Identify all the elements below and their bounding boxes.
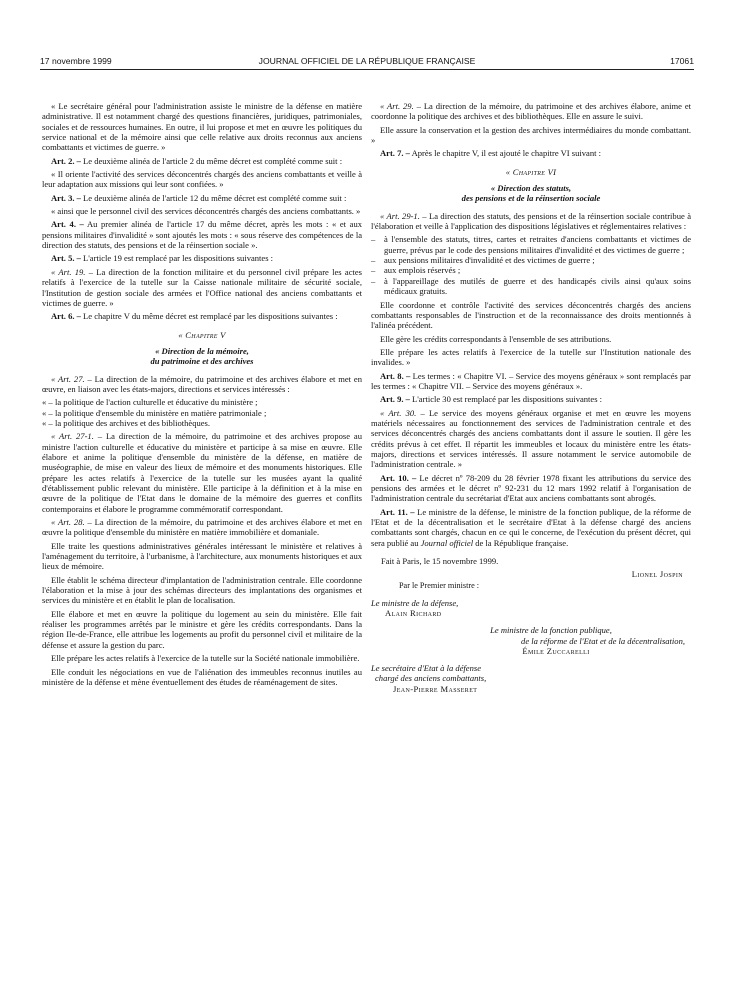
minister-public-service-name: Émile Zuccarelli (522, 646, 590, 657)
page-header (40, 56, 694, 70)
done-at: Fait à Paris, le 15 novembre 1999. (381, 556, 499, 567)
chapter-title-line: « Direction de la mémoire, (155, 345, 249, 356)
list-item: – aux emplois réservés ; (371, 265, 461, 276)
article-label: Art. 6. – (51, 311, 81, 322)
chapter-label: « Chapitre V (178, 329, 226, 340)
paragraph: Elle conduit les négociations en vue de l'aliénation des immeubles reconnus inutiles au ministère de la défense et mène éventuellement des études de réaménagement de sites. (42, 666, 362, 687)
article-29-1-list (371, 234, 691, 296)
article-label: « Art. 28. (51, 517, 85, 528)
article-29-1 (371, 211, 691, 232)
paragraph: Elle gère les crédits correspondants à l'ensemble de ses attributions. (380, 333, 612, 344)
header-page-number: 17061 (670, 56, 694, 66)
chapter-5-heading (42, 330, 362, 367)
article-29 (371, 101, 691, 122)
article-label: Art. 7. – (380, 148, 410, 159)
minister-public-service-title-2: de la réforme de l'Etat et de la décentralisation, (521, 635, 685, 646)
article-label: « Art. 30. (380, 407, 417, 418)
paragraph: Elle prépare les actes relatifs à l'exercice de la tutelle sur la Société nationale immobilière. (51, 653, 360, 664)
paragraph: « Le secrétaire général pour l'administration assiste le ministre de la défense en matière administrative. Il est notamment chargé des questions financières, juridiques, patrimoniales, sociales et de ressources humaines. En outre, il lui propose et met en œuvre les politiques du service national et de la mémoire ainsi que celle relative aux droits reconnus aux anciens combattants et victimes de guerre. » (42, 101, 362, 153)
article-text: Le décret nº 78-209 du 28 février 1978 fixant les attributions du service des pensions des armées et le décret nº 92-231 du 12 mars 1992 relatif à l'organisation de l'administration centrale du secrétariat d'Etat aux anciens combattants sont abrogés. (371, 472, 691, 504)
article-text: Le deuxième alinéa de l'article 12 du même décret est complété comme suit : (80, 192, 347, 203)
paragraph: Elle traite les questions administratives générales intéressant le ministère et relatives à l'aménagement du territoire, à l'urbanisme, à l'architecture, aux monuments historiques et aux lieux de mémoire. (42, 540, 362, 572)
header-rule (40, 69, 694, 70)
list-item: « – la politique des archives et des bibliothèques. (42, 417, 210, 428)
article-label: Art. 2. – (51, 155, 81, 166)
article-28 (42, 517, 362, 538)
header-date: 17 novembre 1999 (40, 56, 112, 66)
article-label: « Art. 27-1. (51, 431, 94, 442)
article-8 (371, 371, 691, 392)
chapter-label: « Chapitre VI (505, 166, 557, 177)
header-journal-title: JOURNAL OFFICIEL DE LA RÉPUBLIQUE FRANÇAISE (258, 56, 476, 66)
article-label: Art. 10. – (380, 472, 417, 483)
article-text: – La direction des statuts, des pensions et de la réinsertion sociale contribue à l'élaboration et veille à l'application des dispositions législatives et réglementaires relatives : (371, 210, 691, 232)
article-7 (371, 148, 691, 158)
article-text: – La direction de la mémoire, du patrimoine et des archives élabore et met en œuvre, en liaison avec les états-majors, directions et services intéressés : (42, 373, 362, 394)
article-label: Art. 4. – (51, 219, 84, 230)
article-label: « Art. 29. (380, 101, 414, 111)
article-label: Art. 3. – (51, 192, 81, 203)
list-item: – aux pensions militaires d'invalidité et des victimes de guerre ; (371, 255, 595, 266)
article-label: Art. 5. – (51, 253, 81, 264)
article-text: – La direction de la mémoire, du patrimoine et des archives élabore et met en œuvre la politique d'ensemble du ministère en matière immobilière et domaniale. (42, 517, 362, 538)
article-label: Art. 11. – (380, 506, 415, 517)
by-prime-minister: Par le Premier ministre : (399, 581, 480, 591)
list-item: – à l'ensemble des statuts, titres, cartes et retraites d'anciens combattants et victimes de guerre, prévus par le code des pensions militaires d'invalidité et des victimes de guerre ; (371, 234, 691, 255)
left-column (42, 101, 362, 690)
article-text: – La direction de la mémoire, du patrimoine et des archives propose au ministre l'action culturelle et éducative du ministère et participe à sa mise en œuvre. Elle élabore et anime la politique d'ensemble du ministère de la défense, en matière de muséographie, de mise en valeur des lieux de mémoire et des monuments historiques. Elle prépare les actes relatifs à l'exercice de la tutelle sur les musées ayant la qualité d'établissement public relevant du ministère. Elle participe à la définition et à la mise en œuvre de la politique de l'Etat dans le domaine de la mémoire des guerres et conflits contemporains et élabore le programme commémoratif correspondant. (42, 431, 362, 514)
list-item: « – la politique de l'action culturelle et éducative du ministère ; (42, 397, 258, 408)
quote: « ainsi que le personnel civil des services déconcentrés chargés des anciens combattants. » (51, 206, 361, 217)
article-27-list (42, 397, 362, 428)
list-item: – à l'appareillage des mutilés de guerre et des handicapés civils ainsi qu'aux soins médicaux gratuits. (371, 275, 691, 297)
article-11 (371, 507, 691, 548)
chapter-title-line: « Direction des statuts, (490, 183, 572, 194)
article-label: Art. 8. – (380, 370, 411, 381)
article-3 (42, 193, 362, 203)
article-label: « Art. 19. (51, 266, 86, 277)
article-text: – La direction de la fonction militaire et du personnel civil prépare les actes relatifs à l'exercice de la tutelle sur la Caisse nationale militaire de sécurité sociale, l'Institution de gestion sociale des armées et l'Office national des anciens combattants et victimes de guerre. » (42, 266, 362, 308)
article-30 (371, 408, 691, 470)
journal-officiel: Journal officiel (420, 537, 474, 548)
paragraph: Elle coordonne et contrôle l'activité des services déconcentrés chargés des anciens combattants responsables de l'instruction et de la reconnaissance des droits mentionnés à l'alinéa précédent. (371, 299, 691, 331)
right-column (371, 101, 691, 695)
article-label: Art. 9. – (380, 394, 410, 405)
chapter-6-heading (371, 167, 691, 204)
article-label: « Art. 29-1. (380, 210, 420, 221)
article-5 (42, 253, 362, 263)
secretary-title: Le secrétaire d'Etat à la défense (371, 662, 481, 673)
article-9 (371, 394, 691, 404)
paragraph: Elle prépare les actes relatifs à l'exercice de la tutelle sur l'Institution nationale des invalides. » (371, 346, 691, 368)
article-text: de la République française. (473, 537, 569, 548)
article-text: Le chapitre V du même décret est remplacé par les dispositions suivantes : (80, 311, 338, 322)
article-text: – La direction de la mémoire, du patrimoine et des archives élabore, anime et coordonne la politique des archives et des bibliothèques. Elle en assure le suivi. (371, 101, 691, 122)
chapter-title-line: du patrimoine et des archives (150, 356, 254, 367)
article-label: « Art. 27. (51, 373, 85, 384)
article-text: Le ministre de la défense, le ministre de la fonction publique, de la réforme de l'Etat et de la décentralisation et le secrétaire d'Etat à la défense chargé des anciens combattants sont chargés, chacun en ce qui le concerne, de l'exécution du présent décret, qui sera publié au (371, 506, 691, 548)
article-text: Les termes : « Chapitre VI. – Service des moyens généraux » sont remplacés par les termes : « Chapitre VII. – Service des moyens généraux ». (371, 370, 691, 391)
quote: « Il oriente l'activité des services déconcentrés chargés des anciens combattants et veille à leur adaptation aux missions qui leur sont confiées. » (42, 169, 362, 190)
article-27 (42, 374, 362, 395)
article-10 (371, 473, 691, 504)
article-text: – Le service des moyens généraux organise et met en œuvre les moyens matériels nécessaires au fonctionnement des services de l'administration centrale et des services déconcentrés chargés des anciens combattants dont il assure le soutien. Il gère les crédits prévus à cet effet. Il répartit les immeubles et locaux du ministère entre les états-majors, directions et services intéressés. Il assure notamment le service automobile de l'administration centrale. » (371, 407, 691, 470)
minister-defense-title: Le ministre de la défense, (371, 597, 459, 608)
article-text: L'article 30 est remplacé par les dispositions suivantes : (409, 394, 603, 405)
article-19 (42, 267, 362, 308)
secretary-name: Jean-Pierre Masseret (393, 684, 478, 694)
article-text: Au premier alinéa de l'article 17 du même décret, après les mots : « et aux pensions militaires d'invalidité » sont ajoutés les mots : « sous réserve des compétences de la direction des statuts, des pensions et de la réinsertion sociale ». (42, 219, 362, 251)
article-4 (42, 219, 362, 250)
chapter-title-line: des pensions et de la réinsertion sociale (461, 193, 601, 204)
article-text: Après le chapitre V, il est ajouté le chapitre VI suivant : (409, 148, 601, 159)
paragraph: Elle établit le schéma directeur d'implantation de l'administration centrale. Elle coordonne l'élaboration et la mise à jour des schémas directeurs des implantations des organismes et services du ministère et en établit le plan de localisation. (42, 574, 362, 606)
minister-public-service-title: Le ministre de la fonction publique, (490, 625, 612, 636)
minister-defense-name: Alain Richard (385, 608, 442, 619)
paragraph: Elle assure la conservation et la gestion des archives intermédiaires du monde combattant. » (371, 124, 691, 146)
article-2 (42, 156, 362, 166)
secretary-title-2: chargé des anciens combattants, (375, 673, 487, 684)
article-text: L'article 19 est remplacé par les dispositions suivantes : (80, 253, 274, 264)
article-6 (42, 311, 362, 321)
paragraph: Elle élabore et met en œuvre la politique du logement au sein du ministère. Elle fait réaliser les programmes arrêtés par le ministre et gère les crédits correspondants. Dans la région Ile-de-France, elle attribue les logements au profit du personnel civil et militaire de la défense et assure la gestion du parc. (42, 608, 362, 650)
article-text: Le deuxième alinéa de l'article 2 du même décret est complété comme suit : (80, 155, 343, 166)
article-27-1 (42, 431, 362, 514)
signature-block (371, 556, 691, 695)
list-item: « – la politique d'ensemble du ministère en matière patrimoniale ; (42, 407, 267, 418)
signer-prime-minister: Lionel Jospin (631, 568, 683, 579)
